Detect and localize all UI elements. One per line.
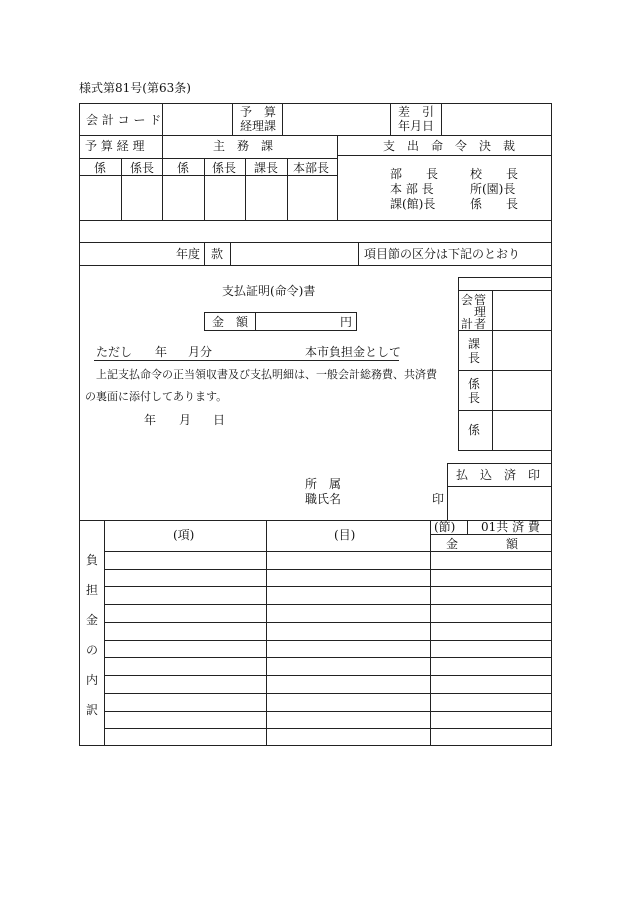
breakdown-moku-cell[interactable] [267,605,429,621]
breakdown-kou-cell[interactable] [105,587,265,603]
amount-input[interactable] [257,313,337,330]
side-label-uchi: 内 [86,673,99,687]
breakdown-moku-cell[interactable] [267,676,429,692]
breakdown-kou-cell[interactable] [105,694,265,710]
diff-date-value[interactable] [442,104,551,134]
name-input[interactable] [350,474,430,506]
stamp-label-cho-1: 長 [468,351,481,365]
breakdown-kou-cell[interactable] [105,729,265,745]
breakdown-amount-cell[interactable] [431,587,551,603]
breakdown-moku-cell[interactable] [267,623,429,639]
tadashi-text: ただし [96,345,133,359]
main-dept-label: 主 務 課 [213,139,274,153]
col-setsu: (節) [434,520,456,534]
breakdown-kou-cell[interactable] [105,605,265,621]
kan-value[interactable] [231,243,357,264]
col-kakaricho-1: 係長 [130,161,155,175]
rank-bucho: 部 長 [390,167,439,181]
budget-accounting-label: 予 算 経 理 [85,139,145,153]
breakdown-moku-cell[interactable] [267,587,429,603]
body-line-1: 上記支払命令の正当領収書及び支払明細は、一般会計総務費、共済費 [96,368,437,381]
date-year: 年 [144,413,157,427]
kan-label: 款 [211,247,224,261]
stamp-label-ri: 理 [474,305,487,319]
stamp-honbucho[interactable] [288,176,336,219]
col-kakari-2: 係 [177,161,190,175]
stamp-label-clerk: 係 [468,423,481,437]
diff-date-label-1: 差 引 [398,105,435,119]
month-portion-text: 月分 [188,345,213,359]
amount-label: 金 額 [212,315,249,329]
side-label-fu: 負 [86,553,99,567]
side-label-kin: 金 [86,613,99,627]
body-line-2: の裏面に添付してあります。 [85,390,228,403]
breakdown-kou-cell[interactable] [105,552,265,568]
stamp-kakaricho-2[interactable] [205,176,244,219]
stamp-kacho[interactable] [246,176,286,219]
stamp-kakari-1[interactable] [80,176,120,219]
stamp-label-sha: 者 [474,317,487,331]
breakdown-kou-cell[interactable] [105,623,265,639]
stamp-label-cho-2: 長 [468,391,481,405]
certificate-title: 支払証明(命令)書 [222,284,316,298]
budget-dept-label-2: 経理課 [240,119,277,133]
rank-kacho: 課(館)長 [390,197,436,211]
year-text: 年 [155,345,168,359]
side-label-no: の [86,643,99,657]
form-number: 様式第81号(第63条) [79,81,191,95]
breakdown-moku-cell[interactable] [267,694,429,710]
side-label-wake: 訳 [86,703,99,717]
date-day: 日 [213,413,226,427]
rank-kakaricho: 係 長 [470,197,519,211]
breakdown-moku-cell[interactable] [267,641,429,657]
name-label: 職氏名 [305,492,342,506]
breakdown-amount-cell[interactable] [431,712,551,728]
diff-date-label-2: 年月日 [398,119,435,133]
breakdown-amount-cell[interactable] [431,552,551,568]
stamp-label-ka: 課 [468,337,481,351]
breakdown-moku-cell[interactable] [267,712,429,728]
date-month: 月 [179,413,192,427]
breakdown-amount-cell[interactable] [431,729,551,745]
setsu-value: 01共 済 費 [481,520,540,534]
col-kou: (項) [173,528,195,542]
side-label-tan: 担 [86,583,99,597]
col-kacho: 課長 [254,161,279,175]
stamp-manager[interactable] [493,291,551,329]
stamp-label-kan: 管 [474,293,487,307]
breakdown-moku-cell[interactable] [267,658,429,674]
stamp-label-kei: 計 [461,317,474,331]
rank-kocho: 校 長 [470,167,519,181]
breakdown-kou-cell[interactable] [105,712,265,728]
breakdown-amount-cell[interactable] [431,641,551,657]
breakdown-amount-cell[interactable] [431,605,551,621]
col-honbucho: 本部長 [293,161,330,175]
stamp-subsection-chief[interactable] [493,371,551,409]
breakdown-amount-cell[interactable] [431,570,551,586]
breakdown-amount-cell[interactable] [431,694,551,710]
seal-mark: 印 [432,492,445,506]
col-moku: (目) [334,528,356,542]
amount-unit: 円 [340,315,353,329]
paid-stamp-area[interactable] [448,487,551,519]
breakdown-moku-cell[interactable] [267,729,429,745]
fiscal-year-label: 年度 [176,247,201,261]
burden-text: 本市負担金として [305,345,402,359]
col-kakari-1: 係 [94,161,107,175]
breakdown-amount-cell[interactable] [431,658,551,674]
paid-stamp-label: 払 込 済 印 [456,468,541,482]
breakdown-kou-cell[interactable] [105,658,265,674]
stamp-label-kakari: 係 [468,377,481,391]
stamp-label-kai: 会 [461,293,474,307]
stamp-clerk[interactable] [493,411,551,449]
stamp-kakaricho-1[interactable] [122,176,161,219]
breakdown-moku-cell[interactable] [267,552,429,568]
breakdown-amount-cell[interactable] [431,623,551,639]
disbursement-approval-label: 支 出 命 令 決 裁 [383,139,516,153]
item-note: 項目節の区分は下記のとおり [364,247,521,261]
breakdown-moku-cell[interactable] [267,570,429,586]
stamp-section-chief[interactable] [493,331,551,369]
affiliation-label: 所 属 [305,477,342,491]
col-amount: 金 額 [446,537,519,551]
account-code-label: 会 計 コ ー ド [86,113,162,127]
breakdown-kou-cell[interactable] [105,676,265,692]
breakdown-amount-cell[interactable] [431,676,551,692]
budget-dept-value[interactable] [283,104,389,134]
breakdown-kou-cell[interactable] [105,641,265,657]
rank-honbucho: 本 部 長 [390,182,434,196]
breakdown-kou-cell[interactable] [105,570,265,586]
col-kakaricho-2: 係長 [212,161,237,175]
stamp-kakari-2[interactable] [163,176,203,219]
account-code-value[interactable] [163,104,231,134]
rank-shocho: 所(園)長 [470,182,516,196]
budget-dept-label-1: 予 算 [240,105,277,119]
